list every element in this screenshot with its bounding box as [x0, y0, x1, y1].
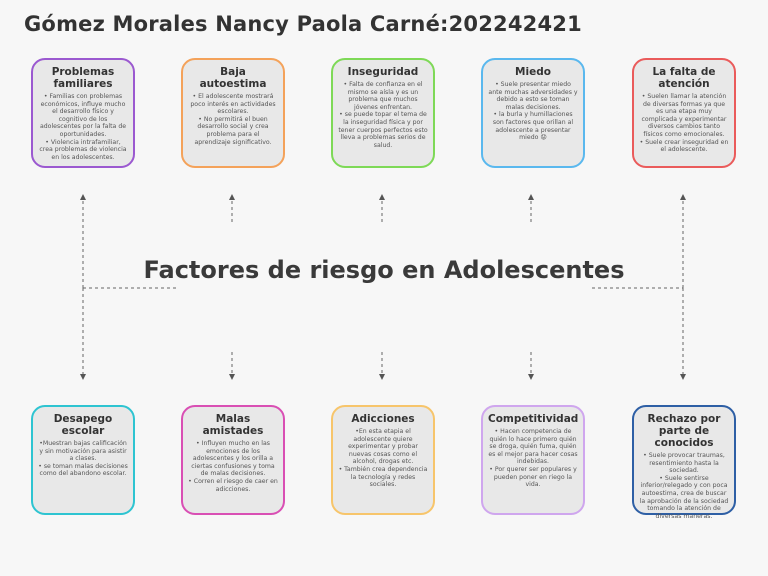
card-body	[338, 81, 428, 149]
card-line: • No permitirá el buen desarrollo social y crea problema para el aprendizaje significativo.	[194, 115, 272, 146]
card-miedo	[481, 58, 585, 168]
card-title: Competitividad	[488, 413, 579, 425]
card-title: Malas amistades	[202, 413, 264, 437]
page-title: Gómez Morales Nancy Paola Carné:202242421	[24, 12, 582, 36]
card-body	[639, 452, 729, 520]
card-line: • Suelen llamar la atención de diversas formas ya que es una etapa muy complicada y experimentar diversos cambios tanto físicos como emocionales.	[641, 93, 727, 138]
card-title: Baja autoestima	[199, 66, 267, 90]
card-body	[188, 440, 278, 493]
card-line: • Influyen mucho en las emociones de los adolescentes y los orilla a ciertas confusiones y toma de malas decisiones.	[191, 440, 275, 478]
card-adicciones	[331, 405, 435, 515]
card-title: Inseguridad	[347, 66, 419, 78]
card-competitividad	[481, 405, 585, 515]
card-body	[38, 93, 128, 161]
card-body	[38, 440, 128, 478]
card-body	[488, 428, 578, 489]
card-title: Rechazo por parte de conocidos	[647, 413, 721, 449]
card-title: Adicciones	[351, 413, 415, 425]
card-line: •Muestran bajas calificación y sin motivación para asistir a clases.	[39, 440, 127, 463]
card-line: • También crea dependencia la tecnología y redes sociales.	[338, 465, 428, 489]
card-line: • Familias con problemas económicos, influye mucho el desarrollo físico y cognitivo de los adolescentes por la falta de oportunidades.	[39, 93, 127, 138]
card-line: •En esta etapia el adolescente quiere experimentar y probar nuevas cosas como el alcohol, drogas etc.	[348, 428, 418, 466]
card-body	[338, 428, 428, 489]
card-title: Desapego escolar	[53, 413, 113, 437]
card-malas-amistades	[181, 405, 285, 515]
card-line: • Suele crear inseguridad en el adolescente.	[639, 138, 729, 154]
card-line: • Suele sentirse inferior/relegado y con poca autoestima, crea de buscar la aprobación de la sociedad tomando la atención de diversas maneras.	[639, 474, 729, 520]
card-title: Problemas familiares	[51, 66, 115, 90]
card-rechazo-conocidos	[632, 405, 736, 520]
card-line: • Suele presentar miedo ante muchas adversidades y debido a esto se toman malas decisiones.	[488, 81, 578, 111]
card-baja-autoestima	[181, 58, 285, 168]
card-line: • Falta de confianza en el mismo se aísla y es un problema que muchos jóvenes enfrentan.	[343, 81, 423, 111]
card-line: • Suele provocar traumas, resentimiento hasta la sociedad.	[643, 452, 725, 475]
card-line: • se toman malas decisiones como del abandono escolar.	[38, 462, 128, 478]
card-line: • Corren el riesgo de caer en adicciones.	[188, 477, 278, 493]
card-problemas-familiares	[31, 58, 135, 168]
card-line: • El adolescente mostrará poco interés en actividades escolares.	[190, 93, 276, 116]
card-inseguridad	[331, 58, 435, 168]
card-body	[639, 93, 729, 154]
card-line: • Hacen competencia de quién lo hace primero quién se droga, quién fuma, quién es el mejor para hacer cosas indebidas.	[488, 428, 578, 466]
card-title: La falta de atención	[652, 66, 716, 90]
card-falta-de-atencion	[632, 58, 736, 168]
card-desapego-escolar	[31, 405, 135, 515]
central-topic: Factores de riesgo en Adolescentes	[143, 256, 625, 284]
card-line: • Por querer ser populares y pueden poner en riego la vida.	[489, 465, 577, 489]
card-line: • Violencia intrafamiliar, crea problemas de violencia en los adolescentes.	[39, 138, 127, 161]
card-line: • la burla y humillaciones son factores que orillan al adolescente a presentar miedo 😟	[492, 111, 574, 142]
card-body	[188, 93, 278, 146]
card-body	[488, 81, 578, 142]
card-title: Miedo	[515, 66, 551, 78]
card-line: • se puede topar el tema de la inseguridad física y por tener cuerpos perfectos esto lleva a problemas serios de salud.	[338, 111, 428, 149]
